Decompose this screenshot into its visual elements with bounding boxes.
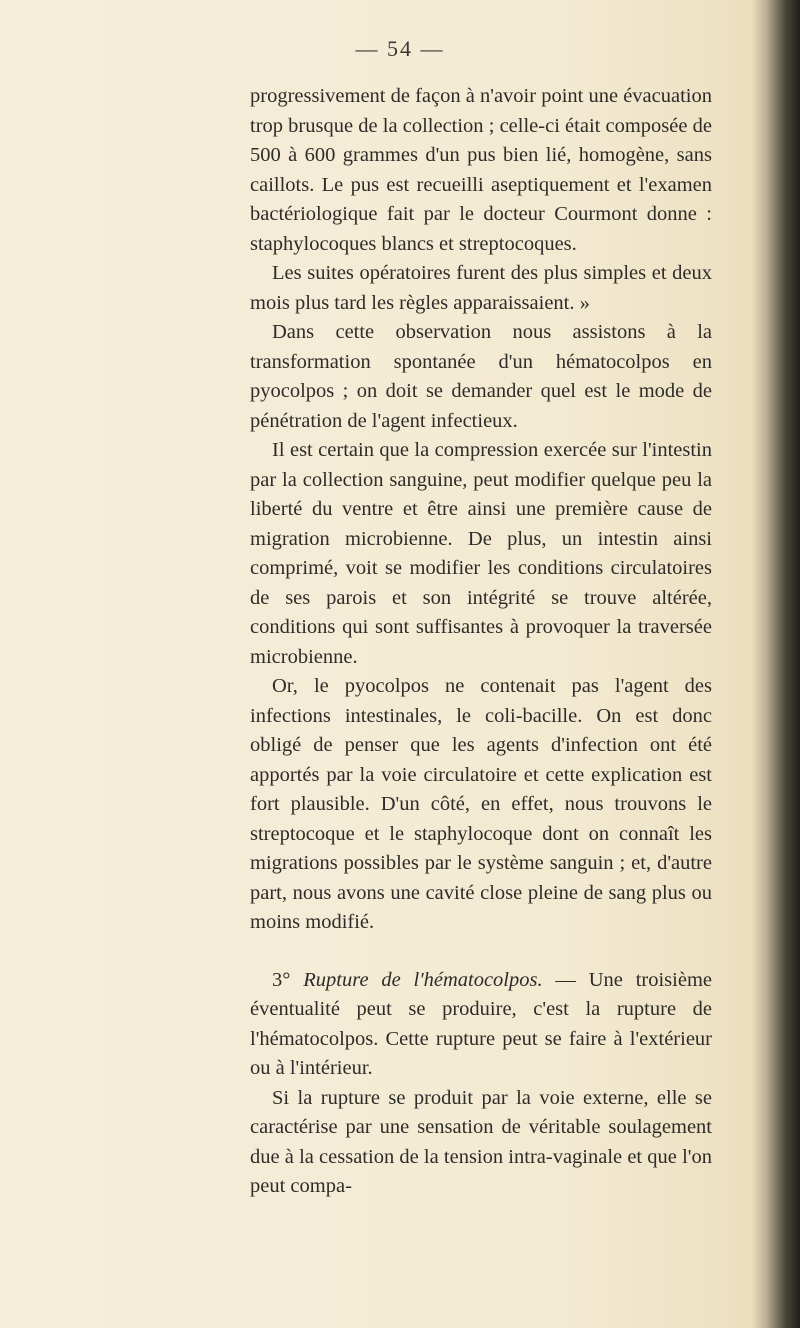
section-rupture-paragraph	[250, 966, 712, 1084]
paragraph-2: Les suites opératoires furent des plus simples et deux mois plus tard les règles apparaissaient. »	[250, 262, 712, 314]
paragraph-4: Il est certain que la compression exercée sur l'intestin par la collection sanguine, peut modifier quelque peu la liberté du ventre et être ainsi une première cause de migration microbienne. De plus, un intestin ainsi comprimé, voit se modifier les conditions circulatoires de ses parois et son intégrité se trouve altérée, conditions qui sont suffisantes à provoquer la traversée microbienne.	[250, 439, 712, 668]
page-binding-shadow	[752, 0, 800, 1328]
section-text: — Une troisième éventualité peut se produire, c'est la rupture de l'hématocolpos. Cette rupture peut se faire à l'extérieur ou à l'intérieur.	[250, 968, 712, 1079]
paragraph-3: Dans cette observation nous assistons à la transformation spontanée d'un hématocolpos en pyocolpos ; on doit se demander quel est le mode de pénétration de l'agent infectieux.	[250, 321, 712, 432]
section-title: Rupture de l'hématocolpos.	[303, 968, 543, 991]
page-number: — 54 —	[355, 36, 445, 61]
paragraph-5: Or, le pyocolpos ne contenait pas l'agent des infections intestinales, le coli-bacille. On est donc obligé de penser que les agents d'infection ont été apportés par la voie circulatoire et cette explication est fort plausible. D'un côté, en effet, nous trouvons le streptocoque et le staphylocoque dont on connaît les migrations possibles par le système sanguin ; et, d'autre part, nous avons une cavité close pleine de sang plus ou moins modifié.	[250, 675, 712, 933]
section-number: 3°	[272, 968, 291, 991]
paragraph-final: Si la rupture se produit par la voie externe, elle se caractérise par une sensation de véritable soulagement due à la cessation de la tension intra-vaginale et que l'on peut compa-	[250, 1086, 712, 1197]
paragraph-1: progressivement de façon à n'avoir point une évacuation trop brusque de la collection ; celle-ci était composée de 500 à 600 grammes d'un pus bien lié, homogène, sans caillots. Le pus est recueilli aseptiquement et l'examen bactériologique fait par le docteur Courmont donne : staphylocoques blancs et streptocoques.	[250, 85, 712, 255]
body-text	[250, 82, 712, 1202]
